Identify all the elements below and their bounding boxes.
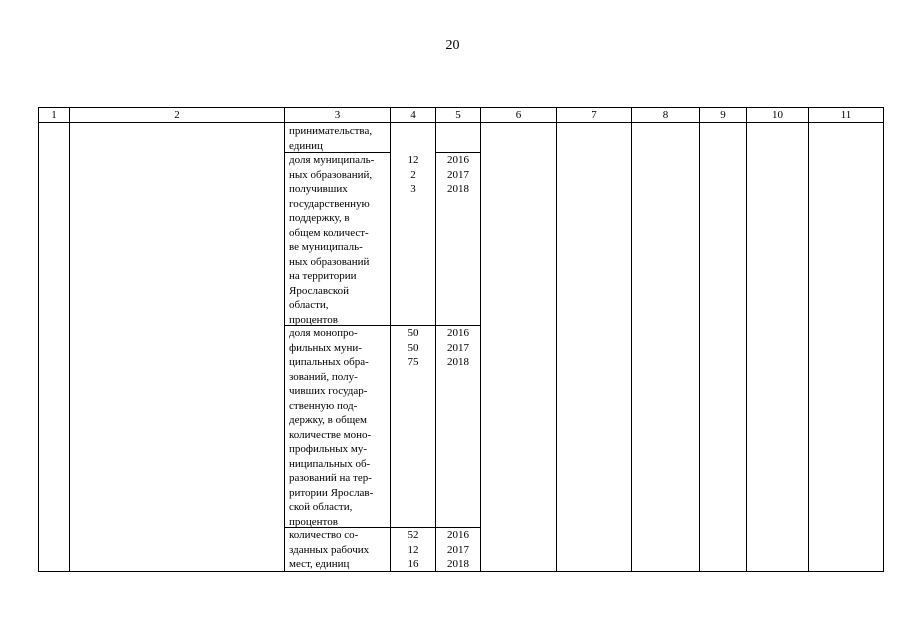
col-line-6 xyxy=(556,108,557,571)
indicator-text: доля монопро- фильных муни- ципальных обра- зований, полу- чивших государ- ственную под- держку, в общем количестве моно- профильных му- ниципальных об- разований на тер- ритории Ярослав- ской области, процентов xyxy=(289,327,374,528)
target-values: 12 2 3 xyxy=(407,154,419,195)
col-line-10 xyxy=(808,108,809,571)
target-values: 52 12 16 xyxy=(407,529,419,570)
header-col-1: 1 xyxy=(51,109,57,121)
header-line xyxy=(39,122,883,123)
header-col-8: 8 xyxy=(662,109,669,121)
indicator-text: доля муниципаль- ных образований, получивших государственную поддержку, в общем количест- ве муниципаль- ных образований на территории Ярославской области, процентов xyxy=(289,154,375,326)
header-col-10: 10 xyxy=(772,109,783,121)
header-col-11: 11 xyxy=(840,109,852,121)
header-col-3: 3 xyxy=(334,109,341,121)
data-table xyxy=(38,107,884,572)
header-col-7: 7 xyxy=(591,109,597,121)
target-years: 2016 2017 2018 xyxy=(447,327,469,368)
header-col-2: 2 xyxy=(174,109,180,121)
page-number: 20 xyxy=(445,38,460,53)
indicator-text: принимательства, единиц xyxy=(289,125,373,152)
col-line-9 xyxy=(746,108,747,571)
col-line-1 xyxy=(69,108,70,571)
target-values: 50 50 75 xyxy=(407,327,419,368)
col-line-8 xyxy=(699,108,700,571)
col-line-7 xyxy=(631,108,632,571)
header-col-6: 6 xyxy=(515,109,522,121)
col-line-5 xyxy=(480,108,481,571)
header-col-4: 4 xyxy=(410,109,416,121)
col-line-2 xyxy=(284,108,285,571)
indicator-text: количество со- зданных рабочих мест, единиц xyxy=(289,529,370,570)
target-years: 2016 2017 2018 xyxy=(447,529,469,570)
target-years: 2016 2017 2018 xyxy=(447,154,469,195)
header-col-9: 9 xyxy=(720,109,726,121)
header-col-5: 5 xyxy=(455,109,461,121)
